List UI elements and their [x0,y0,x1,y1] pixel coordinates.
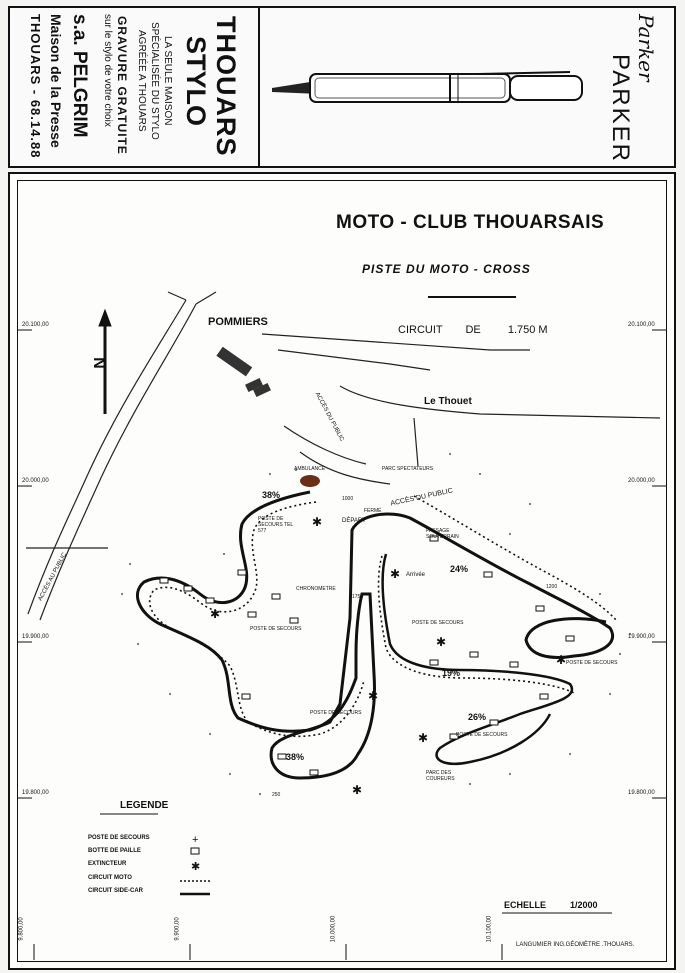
label-ferme: FERMÉ [364,508,382,514]
scale-value: 1/2000 [570,900,598,910]
legend-item-poste-secours: POSTE DE SECOURS [88,835,150,841]
legend-symbols [100,814,210,894]
scale-label: ECHELLE [504,900,547,910]
label-poste-secours-4: POSTE DE SECOURS [456,732,508,738]
svg-text:✱: ✱ [390,567,401,581]
label-parc-spectateurs: PARC SPECTATEURS [382,466,434,472]
ambulance-mark [300,475,320,487]
river-bank [340,386,660,418]
legend-item-botte-paille: BOTTE DE PAILLE [88,848,141,854]
ad-line-seule: LA SEULE MAISON [162,36,173,126]
label-acces-public-left: ACCÈS AU PUBLIC [37,551,69,603]
label-passage-souterrain: PASSAGE SOUTERRAIN [426,528,459,540]
legend-title: LEGENDE [120,800,169,811]
label-chronometre: CHRONOMETRE [296,586,336,592]
fountain-pen-illustration [10,8,674,166]
road-left [28,300,186,614]
coord-bottom-1: 9.800,00 [18,917,25,941]
brand-parker: PARKER [607,54,634,163]
coord-bottom-4: 10.100,00 [486,915,493,943]
coord-right-low: 19.900,00 [628,634,655,640]
map-subtitle: PISTE DU MOTO - CROSS [362,262,531,276]
circuit-value: 1.750 M [507,324,548,336]
building-1 [216,347,252,377]
legend-item-circuit-side-car: CIRCUIT SIDE-CAR [88,888,143,894]
svg-text:✱: ✱ [210,607,221,621]
road-left-b [37,304,196,620]
label-poste-secours-3: POSTE DE SECOURS [310,710,362,716]
label-depart: DÉPART [342,518,366,524]
spectator-stipple [121,453,631,795]
ad-line-gravure: GRAVURE GRATUITE [115,16,129,155]
circuit-length [398,324,548,336]
coord-right-mid: 20.000,00 [628,478,655,484]
label-poste-secours-tel: POSTE DE SECOURS TEL 577 [258,516,294,534]
svg-text:✱: ✱ [368,689,379,703]
moto-cross-map [8,172,676,970]
label-arrivee: Arrivée [406,572,426,578]
coord-left-top: 20.100,00 [22,322,49,328]
grade-2: 24% [450,564,469,574]
north-label: N [91,357,109,369]
circuit-de: DE [465,324,481,336]
ad-line-stylo: STYLO [181,36,211,127]
surveyor-credit: LANGUMIER ING.GÉOMÈTRE .THOUARS. [516,942,635,948]
coord-right-top: 20.100,00 [628,322,655,328]
grade-3: 19% [442,668,461,678]
grade-5: 38% [286,752,305,762]
circuit-label: CIRCUIT [398,324,443,336]
label-poste-secours-2: POSTE DE SECOURS [412,620,464,626]
coord-left-bot: 19.800,00 [22,790,49,796]
label-acces-du-public: ACCÈS DU PUBLIC [313,391,345,443]
coord-left-mid: 20.000,00 [22,478,49,484]
ad-line-pelgrim: s.a. PELGRIM [69,14,90,138]
svg-text:✱: ✱ [436,635,447,649]
distance-1200: 1200 [546,584,558,590]
label-acces-public: ACCÈS DU PUBLIC [389,487,454,508]
track-top [262,334,530,350]
advertisement-banner [8,6,676,168]
coord-bottom-2: 9.900,00 [174,917,181,941]
label-poste-secours-1: POSTE DE SECOURS [250,626,302,632]
distance-1750: 1750 [352,594,364,600]
grade-1: 38% [262,490,281,500]
label-poste-secours-5: POSTE DE SECOURS [566,660,618,666]
ad-line-thouars: THOUARS [211,16,241,157]
grade-4: 26% [468,712,487,722]
svg-text:+: + [192,834,199,846]
ad-line-stylo-choix: sur le stylo de votre choix [102,14,113,127]
legend-item-extincteur: EXTINCTEUR [88,861,127,867]
side-car-circuit [137,492,612,778]
ad-line-specialisee: SPÉCIALISÉE DU STYLO [149,22,160,140]
ad-line-agreee: AGRÉÉE A THOUARS [136,30,147,132]
distance-250: 250 [272,792,281,798]
extinguishers [210,515,566,797]
parker-signature: Parker [634,14,658,82]
coord-left-low: 19.900,00 [22,634,49,640]
map-title: MOTO - CLUB THOUARSAIS [336,212,605,233]
label-pommiers: POMMIERS [208,316,268,328]
svg-text:✱: ✱ [418,731,429,745]
label-thouet: Le Thouet [424,396,472,407]
svg-text:✱: ✱ [191,861,201,873]
label-ambulance: AMBULANCE [294,466,326,472]
coord-right-bot: 19.800,00 [628,790,655,796]
label-parc-coureurs: PARC DES COUREURS [426,770,455,782]
distance-1000: 1000 [342,496,354,502]
ad-line-maison-presse: Maison de la Presse [48,14,64,148]
ad-line-phone: THOUARS - 68.14.88 [28,14,43,159]
svg-text:✱: ✱ [556,653,567,667]
svg-text:✱: ✱ [312,515,323,529]
coord-bottom-3: 10.000,00 [330,915,337,943]
legend-item-circuit-moto: CIRCUIT MOTO [88,875,132,881]
svg-text:✱: ✱ [352,783,363,797]
